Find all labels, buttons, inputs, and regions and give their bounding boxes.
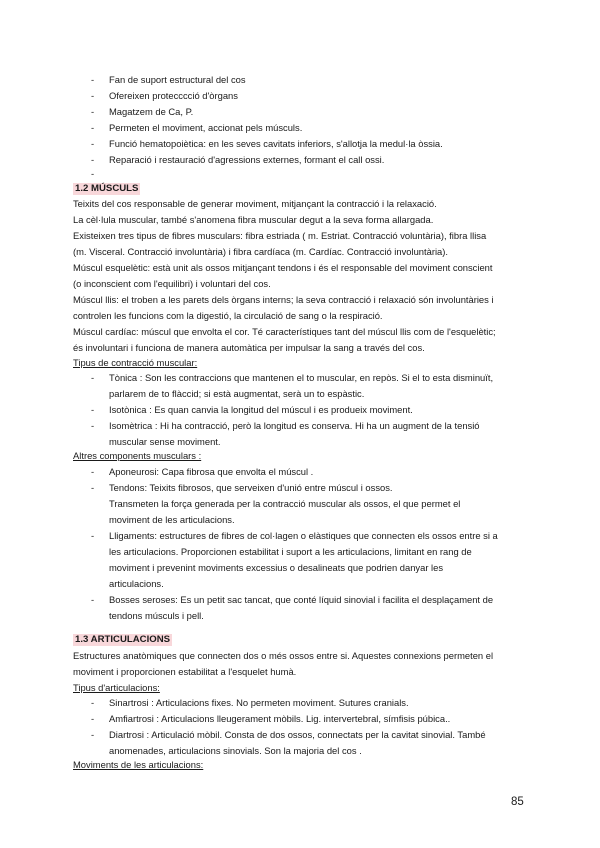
list-item: Tendons: Teixits fibrosos, que serveixen d'unió entre múscul i ossos. (109, 482, 393, 493)
paragraph-line: és involuntari i funciona de manera automàtica per impulsar la sang a través del cos. (73, 342, 425, 353)
list-item-continuation: anomenades, articulacions sinovials. Son la majoria del cos . (109, 745, 362, 756)
list-bullet: - (91, 404, 95, 415)
list-item: Funció hematopoiètica: en les seves cavitats inferiors, s'allotja la medul·la òssia. (109, 138, 443, 149)
list-item-continuation: muscular sense moviment. (109, 436, 221, 447)
list-bullet: - (91, 466, 95, 477)
list-item: Isomètrica : Hi ha contracció, però la longitud es conserva. Hi ha un augment de la tensió (109, 420, 480, 431)
paragraph-line: Estructures anatòmiques que connecten dos o més ossos entre si. Aquestes connexions permeten el (73, 650, 494, 661)
list-bullet: - (91, 90, 95, 101)
list-item: Fan de suport estructural del cos (109, 74, 246, 85)
list-bullet: - (91, 122, 95, 133)
paragraph-line: Múscul esquelètic: està unit als ossos mitjançant tendons i és el responsable del moviment conscient (73, 262, 493, 273)
page-number: 85 (511, 796, 524, 808)
list-item-continuation: moviment i prevenint moviments excessius o desalineats que podrien danyar les (109, 562, 444, 573)
list-bullet: - (91, 482, 95, 493)
list-bullet: - (91, 138, 95, 149)
paragraph-line: (m. Visceral. Contracció involuntària) i fibra cardíaca (m. Cardíac. Contracció involuntària). (73, 246, 448, 257)
section-heading-joints: 1.3 ARTICULACIONS (75, 634, 171, 645)
list-item: Sinartrosi : Articulacions fixes. No permeten moviment. Sutures cranials. (109, 697, 409, 708)
list-bullet: - (91, 530, 95, 541)
list-bullet: - (91, 168, 95, 179)
paragraph-line: (o inconscient com l'equilibri) i voluntari del cos. (73, 278, 271, 289)
list-item: Aponeurosi: Capa fibrosa que envolta el múscul . (109, 466, 314, 477)
list-bullet: - (91, 106, 95, 117)
list-item-continuation: tendons músculs i pell. (109, 610, 204, 621)
list-bullet: - (91, 697, 95, 708)
list-item-continuation: les articulacions. Proporcionen estabilitat i suport a les articulacions, limitant en rang de (109, 546, 472, 557)
list-bullet: - (91, 420, 95, 431)
list-bullet: - (91, 594, 95, 605)
list-item-continuation: parlarem de to flàccid; si està augmentat, serà un to espàstic. (109, 388, 365, 399)
subheading-joint-movements: Moviments de les articulacions: (73, 759, 204, 770)
subheading-joint-types: Tipus d'articulacions: (73, 682, 160, 693)
list-bullet: - (91, 74, 95, 85)
paragraph-line: La cèl·lula muscular, també s'anomena fibra muscular degut a la seva forma allargada. (73, 214, 434, 225)
subheading-muscle-components: Altres components musculars : (73, 450, 202, 461)
paragraph-line: Múscul cardíac: múscul que envolta el cor. Té característiques tant del múscul llis com de l'esquelètic; (73, 326, 496, 337)
list-item: Magatzem de Ca, P. (109, 106, 194, 117)
list-item: Amfiartrosi : Articulacions lleugerament mòbils. Lig. intervertebral, símfisis púbica.. (109, 713, 451, 724)
list-item: Lligaments: estructures de fibres de col·lagen o elàstiques que connecten els ossos entre si a (109, 530, 498, 541)
list-item: Tònica : Son les contraccions que mantenen el to muscular, en repòs. Si el to esta disminuït, (109, 372, 494, 383)
list-item: Ofereixen protecccció d'òrgans (109, 90, 238, 101)
subheading-contraction-types: Tipus de contracció muscular: (73, 357, 198, 368)
list-item: Isotònica : Es quan canvia la longitud del múscul i es produeix moviment. (109, 404, 413, 415)
list-bullet: - (91, 154, 95, 165)
list-item: Reparació i restauració d'agressions externes, formant el call ossi. (109, 154, 385, 165)
list-item: Diartrosi : Articulació mòbil. Consta de dos ossos, connectats per la cavitat sinovial. També (109, 729, 486, 740)
list-item-continuation: Transmeten la força generada per la contracció muscular als ossos, el que permet el (109, 498, 461, 509)
list-item: Bosses seroses: Es un petit sac tancat, que conté líquid sinovial i facilita el desplaçament de (109, 594, 494, 605)
section-heading-muscles: 1.2 MÚSCULS (75, 183, 139, 194)
paragraph-line: Múscul llis: el troben a les parets dels òrgans interns; la seva contracció i relaxació són involuntàries i (73, 294, 494, 305)
paragraph-line: Existeixen tres tipus de fibres musculars: fibra estriada ( m. Estriat. Contracció voluntària), fibra llisa (73, 230, 487, 241)
paragraph-line: Teixits del cos responsable de generar moviment, mitjançant la contracció i la relaxació. (73, 198, 437, 209)
list-bullet: - (91, 372, 95, 383)
list-bullet: - (91, 729, 95, 740)
list-item-continuation: moviment de les articulacions. (109, 514, 235, 525)
paragraph-line: moviment i proporcionen estabilitat a l'esquelet humà. (73, 666, 297, 677)
paragraph-line: controlen les funcions com la digestió, la circulació de sang o la respiració. (73, 310, 383, 321)
list-item: Permeten el moviment, accionat pels músculs. (109, 122, 303, 133)
list-item-continuation: articulacions. (109, 578, 164, 589)
list-bullet: - (91, 713, 95, 724)
